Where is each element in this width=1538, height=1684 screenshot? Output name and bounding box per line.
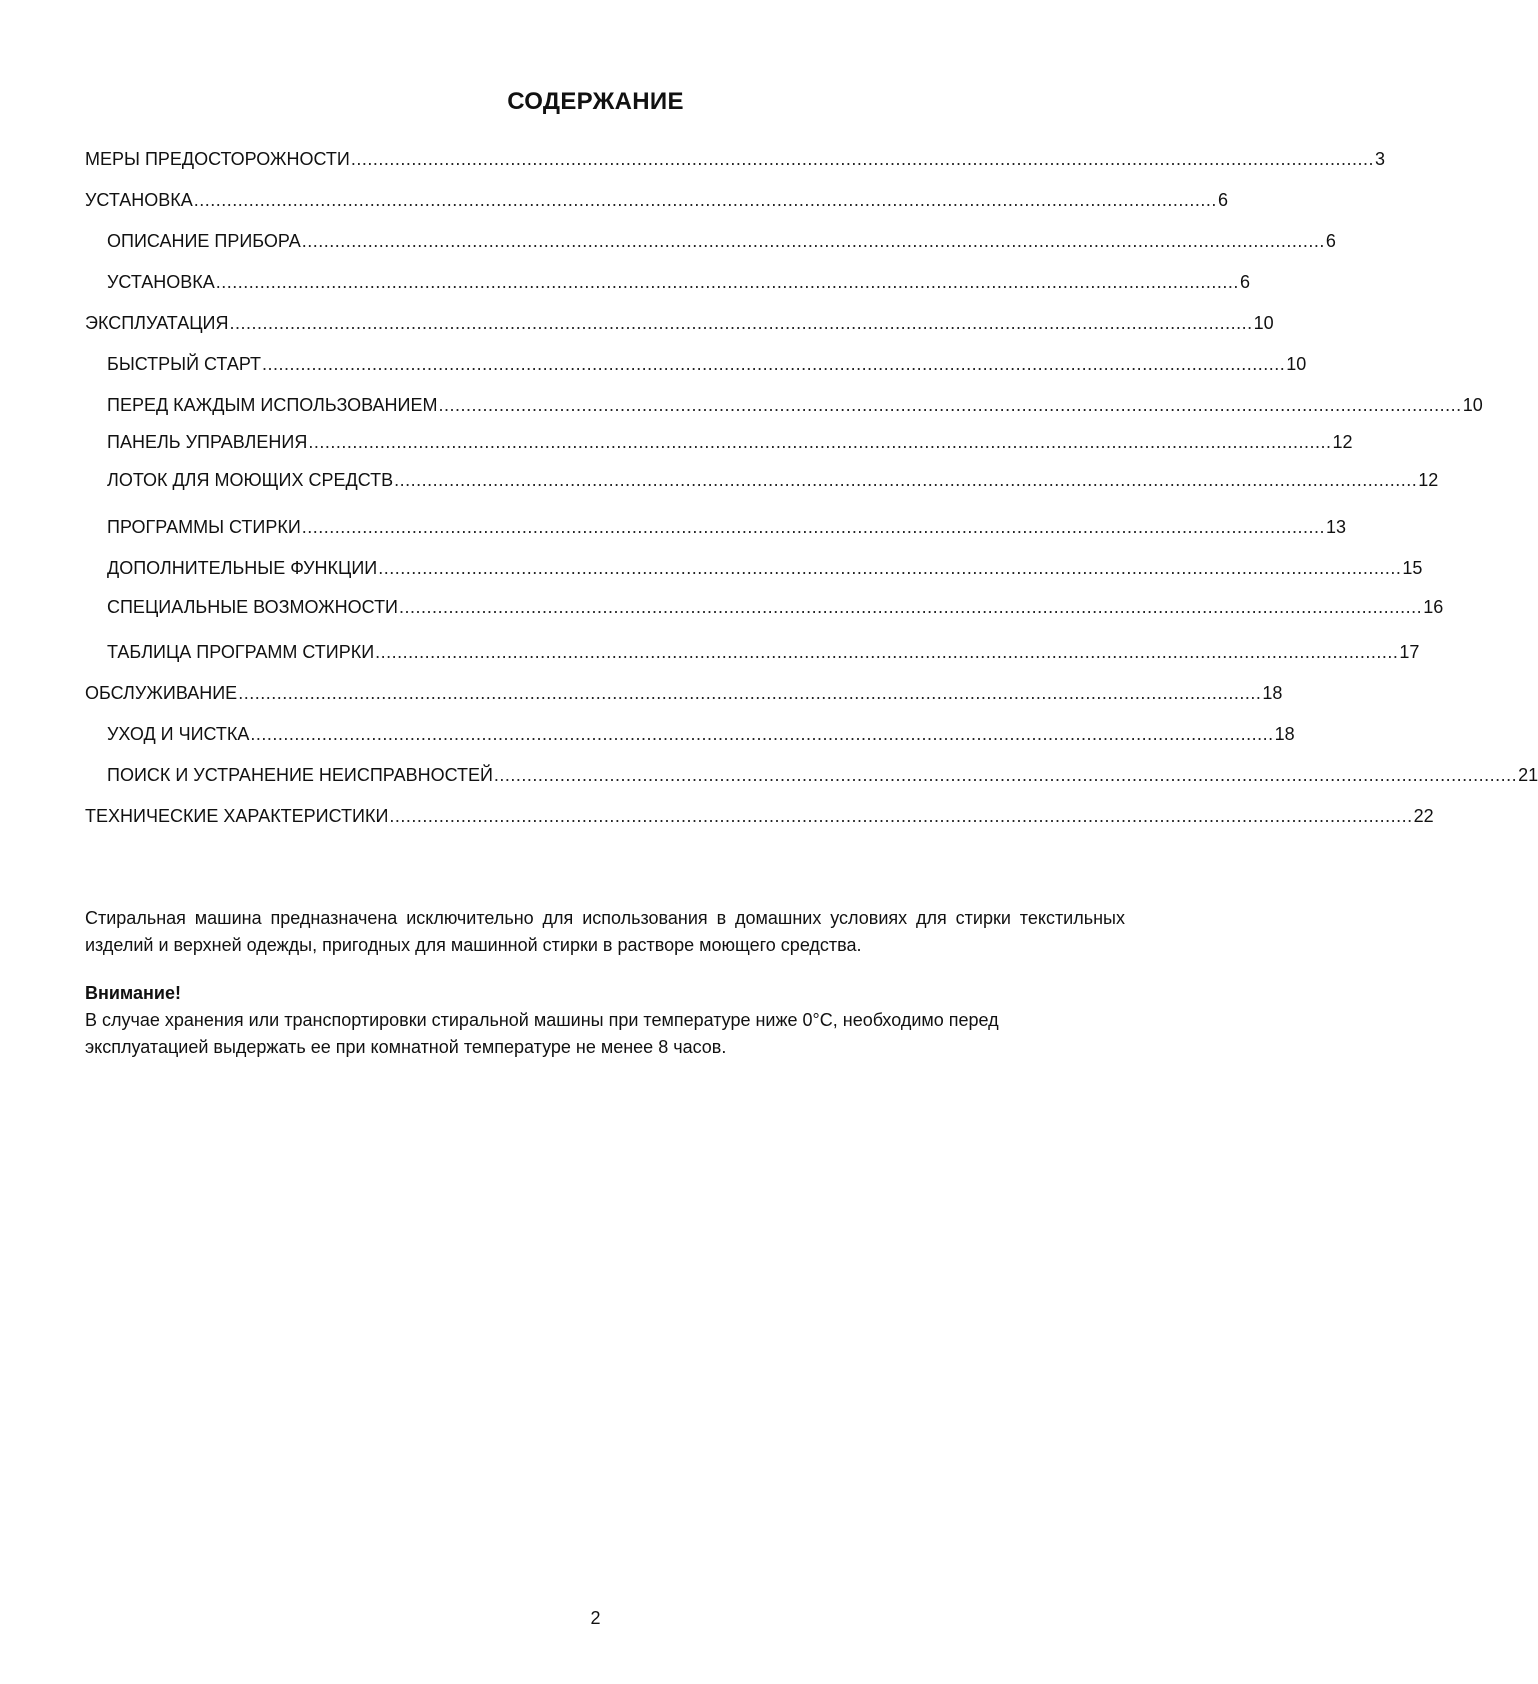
toc-entry-label: ЛОТОК ДЛЯ МОЮЩИХ СРЕДСТВ (107, 470, 394, 490)
toc-entry-operation[interactable] (85, 312, 1274, 334)
toc-entry-quick-start[interactable] (107, 353, 1307, 375)
toc-entry-precautions[interactable] (85, 148, 1386, 170)
toc-leader-dots: .......................................................................................................................................................................................... (394, 470, 1418, 490)
toc-entry-page: 12 (1332, 432, 1353, 452)
toc-entry-page: 6 (1217, 190, 1228, 210)
toc-entry-page: 10 (1253, 313, 1274, 333)
toc-entry-detergent-tray[interactable] (107, 469, 1439, 491)
toc-entry-page: 15 (1402, 558, 1423, 578)
toc-entry-page: 21 (1518, 765, 1538, 785)
toc-entry-label: МЕРЫ ПРЕДОСТОРОЖНОСТИ (85, 149, 350, 169)
toc-entry-page: 6 (1325, 231, 1336, 251)
toc-entry-label: ТЕХНИЧЕСКИЕ ХАРАКТЕРИСТИКИ (85, 806, 389, 826)
toc-entry-special-features[interactable] (107, 596, 1444, 618)
usage-description: Стиральная машина предназначена исключительно для использования в домашних условиях для стирки текстильных изделий и верхней одежды, пригодных для машинной стирки в растворе моющего средства. (85, 908, 1125, 955)
toc-entry-wash-programs[interactable] (107, 516, 1347, 538)
toc-entry-device-description[interactable] (107, 230, 1336, 252)
toc-entry-care-cleaning[interactable] (107, 723, 1295, 745)
toc-entry-page: 22 (1413, 806, 1434, 826)
toc-leader-dots: .......................................................................................................................................................................................... (350, 149, 1375, 169)
toc-entry-label: УСТАНОВКА (85, 190, 193, 210)
attention-text: В случае хранения или транспортировки стиральной машины при температуре ниже 0°С, необходимо перед эксплуатацией выдержать ее при комнатной температуре не менее 8 часов. (85, 1010, 999, 1057)
toc-leader-dots: .......................................................................................................................................................................................... (308, 432, 1332, 452)
page-title: СОДЕРЖАНИЕ (507, 88, 684, 115)
toc-entry-program-table[interactable] (107, 641, 1420, 663)
toc-entry-additional-functions[interactable] (107, 557, 1423, 579)
toc-entry-page: 16 (1423, 597, 1444, 617)
toc-entry-label: БЫСТРЫЙ СТАРТ (107, 354, 262, 374)
toc-entry-troubleshooting[interactable] (107, 764, 1538, 786)
attention-title: Внимание! (85, 983, 181, 1003)
toc-entry-installation[interactable] (85, 189, 1228, 211)
toc-entry-control-panel[interactable] (107, 431, 1353, 453)
toc-entry-label: ЭКСПЛУАТАЦИЯ (85, 313, 229, 333)
toc-entry-label: ТАБЛИЦА ПРОГРАММ СТИРКИ (107, 642, 375, 662)
toc-entry-label: ПОИСК И УСТРАНЕНИЕ НЕИСПРАВНОСТЕЙ (107, 765, 493, 785)
page-number: 2 (590, 1608, 601, 1628)
toc-leader-dots: .......................................................................................................................................................................................... (389, 806, 1413, 826)
toc-entry-label: ПРОГРАММЫ СТИРКИ (107, 517, 301, 537)
toc-entry-page: 13 (1325, 517, 1347, 537)
toc-entry-page: 3 (1375, 149, 1386, 169)
toc-entry-page: 12 (1418, 470, 1439, 490)
toc-leader-dots: .......................................................................................................................................................................................... (229, 313, 1253, 333)
toc-entry-page: 18 (1262, 683, 1283, 703)
toc-leader-dots: .......................................................................................................................................................................................... (493, 765, 1518, 785)
toc-leader-dots: .......................................................................................................................................................................................... (215, 272, 1239, 292)
toc-entry-label: ПАНЕЛЬ УПРАВЛЕНИЯ (107, 432, 308, 452)
toc-entry-page: 10 (1462, 395, 1483, 415)
toc-entry-page: 18 (1274, 724, 1295, 744)
toc-entry-label: СПЕЦИАЛЬНЫЕ ВОЗМОЖНОСТИ (107, 597, 398, 617)
toc-leader-dots: .......................................................................................................................................................................................... (193, 190, 1217, 210)
toc-entry-installation-sub[interactable] (107, 271, 1250, 293)
toc-leader-dots: .......................................................................................................................................................................................... (238, 683, 1262, 703)
toc-leader-dots: .......................................................................................................................................................................................... (399, 597, 1423, 617)
toc-entry-label: ОПИСАНИЕ ПРИБОРА (107, 231, 301, 251)
toc-entry-label: ОБСЛУЖИВАНИЕ (85, 683, 238, 703)
toc-entry-page: 10 (1286, 354, 1307, 374)
toc-entry-page: 17 (1399, 642, 1420, 662)
toc-entry-specifications[interactable] (85, 805, 1434, 827)
toc-entry-label: ПЕРЕД КАЖДЫМ ИСПОЛЬЗОВАНИЕМ (107, 395, 438, 415)
toc-leader-dots: .......................................................................................................................................................................................... (375, 642, 1399, 662)
toc-entry-label: ДОПОЛНИТЕЛЬНЫЕ ФУНКЦИИ (107, 558, 378, 578)
toc-leader-dots: .......................................................................................................................................................................................... (250, 724, 1274, 744)
toc-leader-dots: .......................................................................................................................................................................................... (301, 231, 1325, 251)
toc-entry-label: УСТАНОВКА (107, 272, 215, 292)
toc-entry-page: 6 (1239, 272, 1250, 292)
toc-leader-dots: .......................................................................................................................................................................................... (262, 354, 1286, 374)
toc-entry-maintenance[interactable] (85, 682, 1283, 704)
toc-leader-dots: .......................................................................................................................................................................................... (301, 517, 1325, 537)
toc-entry-before-each-use[interactable] (107, 394, 1483, 416)
toc-leader-dots: .......................................................................................................................................................................................... (438, 395, 1462, 415)
toc-leader-dots: .......................................................................................................................................................................................... (378, 558, 1402, 578)
toc-entry-label: УХОД И ЧИСТКА (107, 724, 250, 744)
